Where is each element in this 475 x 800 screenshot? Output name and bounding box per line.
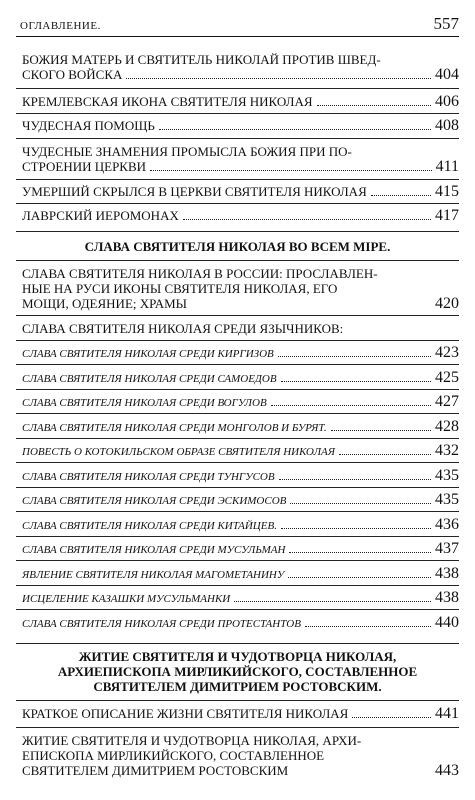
toc-entry-title: БОЖИЯ МАТЕРЬ И СВЯТИТЕЛЬ НИКОЛАЙ ПРОТИВ ШВЕД- bbox=[22, 52, 381, 67]
toc-entry-title: УМЕРШИЙ СКРЫЛСЯ В ЦЕРКВИ СВЯТИТЕЛЯ НИКОЛАЯ bbox=[22, 184, 367, 199]
toc-entry[interactable] bbox=[16, 706, 459, 721]
toc-entry-title: КРЕМЛЕВСКАЯ ИКОНА СВЯТИТЕЛЯ НИКОЛАЯ bbox=[22, 94, 313, 109]
toc-entry-title: ЧУДЕСНАЯ ПОМОЩЬ bbox=[22, 118, 155, 133]
toc-sub-entry[interactable] bbox=[16, 492, 459, 509]
dot-leader bbox=[288, 576, 431, 578]
toc-entry[interactable] bbox=[16, 208, 459, 223]
toc-sub-entry-title: ПОВЕСТЬ О КОТОКИЛЬСКОМ ОБРАЗЕ СВЯТИТЕЛЯ НИКОЛАЯ bbox=[22, 446, 335, 458]
divider bbox=[16, 560, 459, 561]
toc-sub-entry-title: СЛАВА СВЯТИТЕЛЯ НИКОЛАЯ СРЕДИ МУСУЛЬМАН bbox=[22, 544, 286, 556]
toc-sub-entry-title: СЛАВА СВЯТИТЕЛЯ НИКОЛАЯ СРЕДИ ПРОТЕСТАНТОВ bbox=[22, 617, 301, 630]
divider bbox=[16, 389, 459, 390]
toc-sub-entry-title: СЛАВА СВЯТИТЕЛЯ НИКОЛАЯ СРЕДИ КИРГИЗОВ bbox=[22, 348, 274, 360]
divider bbox=[16, 138, 459, 139]
divider bbox=[16, 585, 459, 586]
toc-sub-entry-title: СЛАВА СВЯТИТЕЛЯ НИКОЛАЯ СРЕДИ КИТАЙЦЕВ. bbox=[22, 519, 277, 532]
toc-entry-title-cont: ЕПИСКОПА МИРЛИКИЙСКОГО, СОСТАВЛЕННОЕ bbox=[22, 748, 325, 763]
toc-page-number: 417 bbox=[435, 207, 459, 224]
divider bbox=[16, 511, 459, 512]
toc-sub-entry-title: ЯВЛЕНИЕ СВЯТИТЕЛЯ НИКОЛАЯ МАГОМЕТАНИНУ bbox=[22, 568, 285, 581]
dot-leader bbox=[126, 77, 431, 79]
dot-leader bbox=[305, 625, 431, 627]
dot-leader bbox=[234, 600, 431, 602]
section-divider bbox=[16, 643, 459, 644]
toc-entry[interactable] bbox=[16, 733, 459, 778]
section-heading: СЛАВА СВЯТИТЕЛЯ НИКОЛАЯ ВО ВСЕМ MIPE. bbox=[84, 239, 391, 254]
toc-page-number: 415 bbox=[435, 183, 459, 200]
divider bbox=[16, 203, 459, 204]
toc-sub-entry[interactable] bbox=[16, 419, 459, 436]
toc-sub-entry[interactable] bbox=[16, 590, 459, 607]
running-title: ОГЛАВЛЕНИЕ. bbox=[20, 20, 101, 32]
toc-sub-entry-title: ИСЦЕЛЕНИЕ КАЗАШКИ МУСУЛЬМАНКИ bbox=[22, 593, 231, 605]
toc-page-number: 420 bbox=[435, 295, 459, 312]
toc-page-number: 411 bbox=[435, 158, 459, 175]
divider bbox=[16, 113, 459, 114]
toc-entry[interactable] bbox=[16, 184, 459, 199]
page-number: 557 bbox=[433, 14, 459, 33]
toc-page-number: 437 bbox=[435, 540, 459, 557]
toc-entry-title-cont: СТРОЕНИИ ЦЕРКВИ bbox=[22, 159, 147, 174]
toc-entry-title: ЖИТИЕ СВЯТИТЕЛЯ И ЧУДОТВОРЦА НИКОЛАЯ, АРХИ- bbox=[22, 733, 362, 748]
toc-page-number: 438 bbox=[435, 589, 459, 606]
toc-page-number: 404 bbox=[435, 66, 459, 83]
toc-sub-entry[interactable] bbox=[16, 517, 459, 534]
toc-sub-entry[interactable] bbox=[16, 566, 459, 583]
divider bbox=[16, 609, 459, 610]
toc-page-number: 443 bbox=[435, 762, 459, 779]
toc-entry-title: КРАТКОЕ ОПИСАНИЕ ЖИЗНИ СВЯТИТЕЛЯ НИКОЛАЯ bbox=[22, 706, 349, 721]
toc-entry-title-cont: НЫЕ НА РУСИ ИКОНЫ СВЯТИТЕЛЯ НИКОЛАЯ, ЕГО bbox=[22, 281, 338, 296]
toc-entry[interactable] bbox=[16, 94, 459, 109]
dot-leader bbox=[339, 453, 431, 455]
toc-page-number: 436 bbox=[435, 515, 459, 533]
toc-sub-entry-title: СЛАВА СВЯТИТЕЛЯ НИКОЛАЯ СРЕДИ ТУНГУСОВ bbox=[22, 470, 275, 483]
toc-page-number: 435 bbox=[435, 466, 459, 484]
toc-sub-entry[interactable] bbox=[16, 370, 459, 387]
toc-entry-title-cont: МОЩИ, ОДЕЯНИЕ; ХРАМЫ bbox=[22, 296, 187, 311]
toc-sub-entry-title: СЛАВА СВЯТИТЕЛЯ НИКОЛАЯ СРЕДИ ВОГУЛОВ bbox=[22, 397, 267, 409]
section-heading bbox=[16, 649, 459, 694]
toc-page-number: 435 bbox=[435, 491, 459, 508]
toc-page-number: 438 bbox=[435, 564, 459, 582]
section-heading-line: АРХИЕПИСКОПА МИРЛИКИЙСКОГО, СОСТАВЛЕННОЕ bbox=[57, 664, 418, 679]
dot-leader bbox=[271, 404, 431, 406]
divider bbox=[16, 413, 459, 414]
toc-entry[interactable] bbox=[16, 118, 459, 133]
dot-leader bbox=[279, 478, 431, 480]
divider bbox=[16, 260, 459, 261]
divider bbox=[16, 179, 459, 180]
toc-page-number: 428 bbox=[435, 417, 459, 435]
dot-leader bbox=[290, 502, 431, 504]
divider bbox=[16, 438, 459, 439]
toc-entry-title: СЛАВА СВЯТИТЕЛЯ НИКОЛАЯ В РОССИИ: ПРОСЛАВЛЕН- bbox=[22, 266, 378, 281]
toc-entry[interactable] bbox=[16, 266, 459, 311]
toc-sub-entry[interactable] bbox=[16, 615, 459, 632]
dot-leader bbox=[150, 169, 432, 171]
toc-entry-title: ЛАВРСКИЙ ИЕРОМОНАХ bbox=[22, 208, 179, 223]
toc-sub-entry[interactable] bbox=[16, 468, 459, 485]
toc-entry[interactable] bbox=[16, 144, 459, 174]
divider bbox=[16, 462, 459, 463]
divider bbox=[16, 487, 459, 488]
dot-leader bbox=[281, 527, 431, 529]
toc-page-number: 408 bbox=[435, 117, 459, 134]
section-heading-line: СВЯТИТЕЛЕМ ДИМИТРИЕМ РОСТОВСКИМ. bbox=[93, 679, 382, 694]
page-header bbox=[16, 14, 459, 37]
dot-leader bbox=[281, 380, 431, 382]
toc-entry[interactable] bbox=[16, 52, 459, 82]
dot-leader bbox=[183, 218, 431, 220]
dot-leader bbox=[159, 128, 431, 130]
divider bbox=[16, 364, 459, 365]
dot-leader bbox=[317, 104, 431, 106]
divider bbox=[16, 700, 459, 701]
toc-entry-title: ЧУДЕСНЫЕ ЗНАМЕНИЯ ПРОМЫСЛА БОЖИЯ ПРИ ПО- bbox=[22, 144, 352, 159]
dot-leader bbox=[289, 551, 431, 553]
toc-page-number: 406 bbox=[435, 93, 459, 110]
toc-sub-entry-title: СЛАВА СВЯТИТЕЛЯ НИКОЛАЯ СРЕДИ МОНГОЛОВ И БУРЯТ. bbox=[22, 421, 327, 434]
toc-sub-entry[interactable] bbox=[16, 394, 459, 411]
dot-leader bbox=[371, 194, 431, 196]
divider bbox=[16, 536, 459, 537]
toc-entry[interactable] bbox=[16, 321, 459, 336]
divider bbox=[16, 340, 459, 341]
toc-page-number: 423 bbox=[435, 344, 459, 361]
dot-leader bbox=[278, 355, 431, 357]
divider bbox=[16, 88, 459, 89]
toc-sub-entry[interactable] bbox=[16, 541, 459, 558]
toc-page-number: 432 bbox=[435, 442, 459, 459]
divider bbox=[16, 315, 459, 316]
toc-page-number: 425 bbox=[435, 368, 459, 386]
section-divider bbox=[16, 231, 459, 232]
toc-page-number: 427 bbox=[435, 393, 459, 410]
toc-page-number: 441 bbox=[435, 705, 459, 722]
toc-entry-title-cont: СВЯТИТЕЛЕМ ДИМИТРИЕМ РОСТОВСКИМ bbox=[22, 763, 289, 778]
dot-leader bbox=[331, 429, 431, 431]
toc-sub-entry-title: СЛАВА СВЯТИТЕЛЯ НИКОЛАЯ СРЕДИ ЭСКИМОСОВ bbox=[22, 495, 287, 507]
toc-sub-entry[interactable] bbox=[16, 345, 459, 362]
toc-entry-title: СЛАВА СВЯТИТЕЛЯ НИКОЛАЯ СРЕДИ ЯЗЫЧНИКОВ: bbox=[22, 321, 344, 336]
toc-sub-entry[interactable] bbox=[16, 443, 459, 460]
toc-sub-entry-title: СЛАВА СВЯТИТЕЛЯ НИКОЛАЯ СРЕДИ САМОЕДОВ bbox=[22, 372, 277, 385]
dot-leader bbox=[352, 716, 431, 718]
toc-entry-title-cont: СКОГО ВОЙСКА bbox=[22, 67, 123, 82]
divider bbox=[16, 727, 459, 728]
toc-page-number: 440 bbox=[435, 613, 459, 631]
section-heading-line: ЖИТИЕ СВЯТИТЕЛЯ И ЧУДОТВОРЦА НИКОЛАЯ, bbox=[78, 649, 397, 664]
